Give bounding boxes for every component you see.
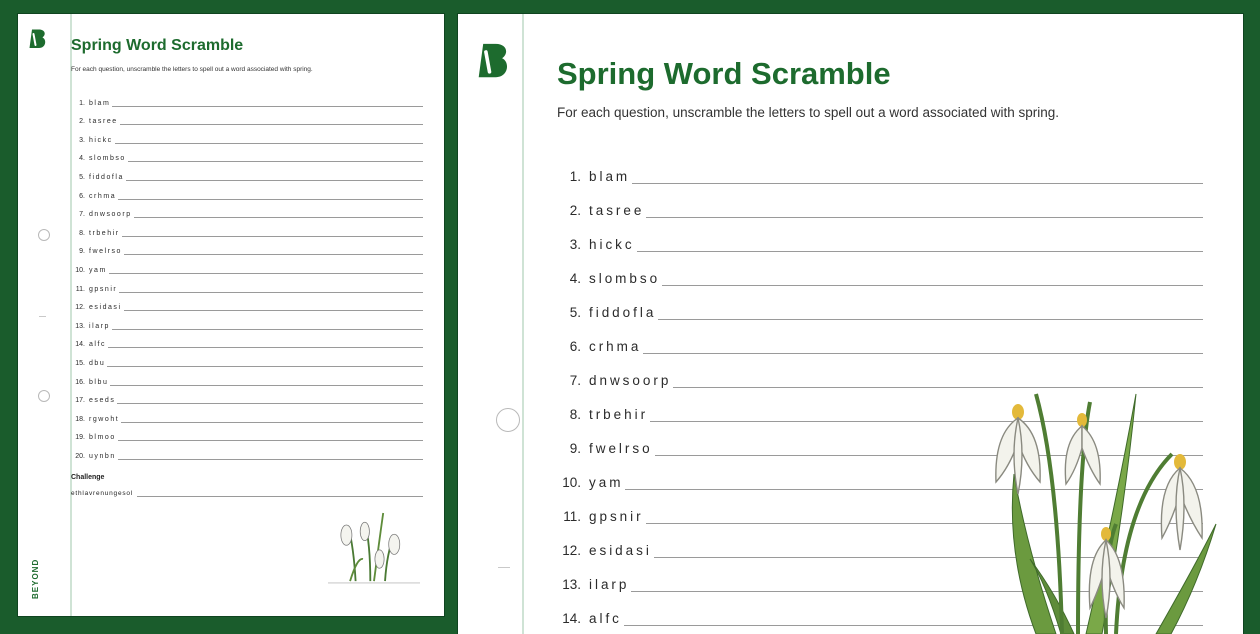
question-row[interactable] — [71, 88, 423, 107]
question-number: 16. — [75, 378, 85, 386]
page-title: Spring Word Scramble — [71, 37, 244, 54]
brand-label: BEYOND — [31, 558, 40, 599]
answer-line[interactable] — [112, 106, 423, 107]
answer-line[interactable] — [128, 161, 423, 162]
question-number: 6. — [569, 339, 581, 354]
scrambled-word: fwelrso — [89, 248, 122, 256]
scrambled-word: ilarp — [589, 577, 630, 592]
answer-line[interactable] — [637, 251, 1203, 252]
scrambled-word: slombso — [589, 271, 661, 286]
scrambled-word: rgwoht — [89, 415, 120, 423]
question-row[interactable] — [71, 386, 423, 405]
answer-line[interactable] — [122, 236, 423, 237]
answer-line[interactable] — [115, 143, 423, 144]
question-row[interactable] — [557, 150, 1203, 184]
challenge-heading: Challenge — [71, 474, 105, 481]
question-row[interactable] — [71, 423, 423, 442]
binder-hole — [38, 229, 50, 241]
answer-line[interactable] — [107, 366, 423, 367]
question-number: 19. — [75, 434, 85, 442]
question-number: 10. — [562, 475, 581, 490]
scrambled-word: dnwsoorp — [89, 211, 132, 219]
question-number: 9. — [79, 248, 85, 256]
question-row[interactable] — [71, 330, 423, 349]
scrambled-word: crhma — [589, 339, 642, 354]
answer-line[interactable] — [646, 217, 1203, 218]
question-number: 1. — [569, 169, 581, 184]
answer-line[interactable] — [118, 459, 423, 460]
scrambled-word: fwelrso — [589, 441, 653, 456]
question-number: 2. — [569, 203, 581, 218]
scrambled-word: eseds — [89, 397, 116, 405]
question-number: 10. — [75, 266, 85, 274]
scrambled-word: fiddofla — [89, 173, 124, 181]
question-row[interactable] — [557, 286, 1203, 320]
question-number: 8. — [569, 407, 581, 422]
answer-line[interactable] — [112, 329, 423, 330]
answer-line[interactable] — [126, 180, 423, 181]
question-number: 9. — [569, 441, 581, 456]
answer-line[interactable] — [662, 285, 1203, 286]
question-number: 12. — [562, 543, 581, 558]
question-row[interactable] — [557, 184, 1203, 218]
scrambled-word: trbehir — [89, 229, 120, 237]
scrambled-word: blmoo — [89, 434, 116, 442]
scrambled-word: fiddofla — [589, 305, 657, 320]
scrambled-word: ilarp — [89, 322, 110, 330]
instructions: For each question, unscramble the letters to spell out a word associated with spring. — [557, 105, 1060, 120]
question-number: 8. — [79, 229, 85, 237]
answer-line[interactable] — [110, 385, 423, 386]
question-row[interactable] — [71, 255, 423, 274]
question-number: 15. — [75, 359, 85, 367]
question-number: 11. — [75, 285, 85, 293]
scrambled-word: tasree — [589, 203, 645, 218]
answer-line[interactable] — [134, 217, 423, 218]
question-row[interactable] — [71, 311, 423, 330]
answer-line[interactable] — [119, 292, 423, 293]
question-row[interactable] — [71, 367, 423, 386]
scrambled-word: gpsnir — [89, 285, 118, 293]
worksheet-thumbnail[interactable] — [18, 14, 444, 616]
question-number: 17. — [75, 397, 85, 405]
scrambled-word: uynbn — [89, 452, 116, 460]
question-row[interactable] — [557, 252, 1203, 286]
question-number: 1. — [79, 99, 85, 107]
answer-line[interactable] — [124, 254, 423, 255]
question-row[interactable] — [71, 200, 423, 219]
answer-line[interactable] — [124, 310, 423, 311]
worksheet-preview[interactable] — [458, 14, 1243, 634]
scrambled-word: blbu — [89, 378, 109, 386]
scrambled-word: blam — [89, 99, 111, 107]
scrambled-word: gpsnir — [589, 509, 644, 524]
answer-line[interactable] — [632, 183, 1203, 184]
question-number: 5. — [569, 305, 581, 320]
scrambled-word: tasree — [89, 118, 118, 126]
scrambled-word: crhma — [89, 192, 117, 200]
question-number: 2. — [79, 118, 85, 126]
snowdrop-flowers-icon — [328, 502, 420, 594]
question-list — [71, 88, 423, 460]
answer-line[interactable] — [137, 496, 423, 497]
question-number: 12. — [75, 304, 85, 312]
question-number: 3. — [569, 237, 581, 252]
question-row[interactable] — [71, 218, 423, 237]
question-row[interactable] — [557, 320, 1203, 354]
question-number: 11. — [563, 509, 581, 524]
answer-line[interactable] — [121, 422, 423, 423]
answer-line[interactable] — [108, 347, 423, 348]
question-row[interactable] — [71, 274, 423, 293]
question-number: 4. — [569, 271, 581, 286]
scrambled-word: blam — [589, 169, 631, 184]
question-number: 7. — [569, 373, 581, 388]
binder-tick — [39, 316, 46, 317]
snowdrop-flowers-icon — [966, 354, 1226, 634]
scrambled-word: alfc — [89, 341, 107, 349]
question-row[interactable] — [71, 107, 423, 126]
question-number: 14. — [75, 341, 85, 349]
question-row[interactable] — [71, 293, 423, 312]
scrambled-word: yam — [89, 266, 107, 274]
question-row[interactable] — [71, 162, 423, 181]
challenge-row[interactable] — [71, 490, 423, 497]
question-number: 5. — [79, 173, 85, 181]
question-row[interactable] — [71, 237, 423, 256]
binder-hole — [38, 390, 50, 402]
question-number: 6. — [79, 192, 85, 200]
question-number: 3. — [79, 136, 85, 144]
scrambled-word: hickc — [589, 237, 635, 252]
question-number: 20. — [75, 452, 85, 460]
answer-line[interactable] — [117, 403, 423, 404]
scrambled-word: dnwsoorp — [589, 373, 672, 388]
binder-tick — [498, 567, 510, 568]
question-row[interactable] — [71, 144, 423, 163]
binder-hole — [496, 408, 520, 432]
question-number: 4. — [79, 155, 85, 163]
scrambled-word: alfc — [589, 611, 622, 626]
question-number: 14. — [562, 611, 581, 626]
question-row[interactable] — [71, 441, 423, 460]
question-number: 18. — [75, 415, 85, 423]
challenge-word: ethlavrenungesol — [71, 490, 133, 497]
question-row[interactable] — [71, 348, 423, 367]
question-row[interactable] — [557, 218, 1203, 252]
answer-line[interactable] — [658, 319, 1203, 320]
scrambled-word: esidasi — [89, 304, 122, 312]
answer-line[interactable] — [109, 273, 423, 274]
scrambled-word: hickc — [89, 136, 113, 144]
question-number: 13. — [75, 322, 85, 330]
beyond-logo-icon — [476, 40, 512, 82]
question-row[interactable] — [71, 125, 423, 144]
question-row[interactable] — [71, 181, 423, 200]
question-number: 7. — [79, 211, 85, 219]
answer-line[interactable] — [120, 124, 423, 125]
page-title: Spring Word Scramble — [557, 56, 891, 91]
answer-line[interactable] — [118, 199, 423, 200]
question-number: 13. — [562, 577, 581, 592]
scrambled-word: esidasi — [589, 543, 652, 558]
scrambled-word: dbu — [89, 359, 106, 367]
beyond-logo-icon — [28, 28, 48, 50]
scrambled-word: trbehir — [589, 407, 649, 422]
answer-line[interactable] — [118, 440, 423, 441]
question-row[interactable] — [71, 404, 423, 423]
scrambled-word: yam — [589, 475, 624, 490]
instructions: For each question, unscramble the letters to spell out a word associated with spring. — [71, 66, 313, 73]
scrambled-word: slombso — [89, 155, 126, 163]
margin-line — [522, 14, 524, 634]
